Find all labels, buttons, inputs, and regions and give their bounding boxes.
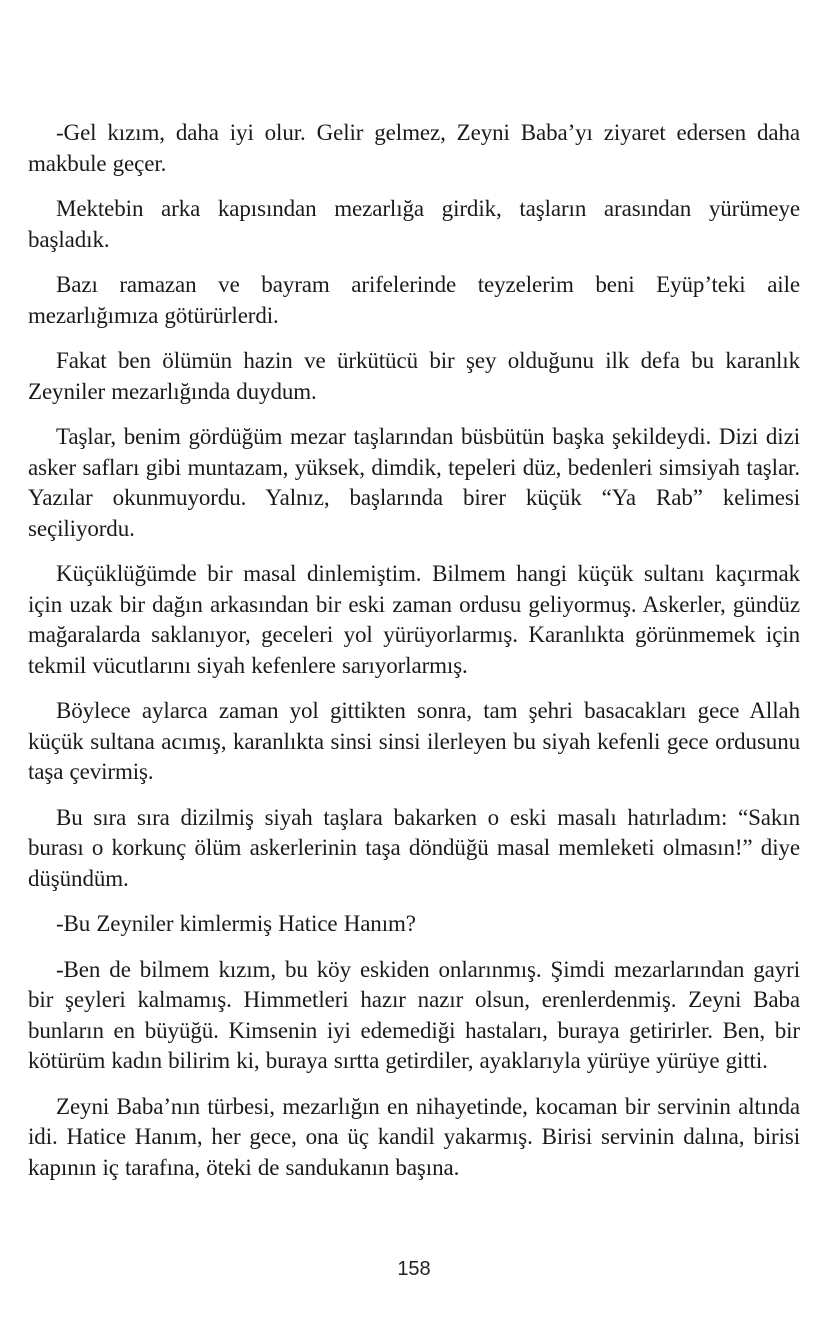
page-number: 158 xyxy=(397,1258,431,1280)
paragraph-6: Küçüklüğümde bir masal dinlemiştim. Bilmem hangi küçük sultanı kaçırmak için uzak bir dağın arkasından bir eski zaman ordusu geliyormuş. Askerler, gündüz mağaralarda saklanıyor, geceleri yol yürüyorlarmış. Karanlıkta görünmemek için tekmil vücutlarını siyah kefenlere sarıyorlarmış. xyxy=(28,561,800,678)
paragraph-4: Fakat ben ölümün hazin ve ürkütücü bir şey olduğunu ilk defa bu karanlık Zeyniler mezarlığında duydum. xyxy=(28,348,800,404)
paragraph-8: Bu sıra sıra dizilmiş siyah taşlara bakarken o eski masalı hatırladım: “Sakın burası o korkunç ölüm askerlerinin taşa döndüğü masal memleketi olmasın!” diye düşündüm. xyxy=(28,804,800,891)
book-page-text xyxy=(28,118,800,1198)
paragraph-5: Taşlar, benim gördüğüm mezar taşlarından büsbütün başka şekildeydi. Dizi dizi asker safları gibi muntazam, yüksek, dimdik, tepeleri düz, bedenleri simsiyah taşlar. Yazılar okunmuyordu. Yalnız, başlarında birer küçük “Ya Rab” kelimesi seçiliyordu. xyxy=(28,424,800,541)
paragraph-7: Böylece aylarca zaman yol gittikten sonra, tam şehri basacakları gece Allah küçük sultana acımış, karanlıkta sinsi sinsi ilerleyen bu siyah kefenli gece ordusunu taşa çevirmiş. xyxy=(28,698,800,784)
paragraph-3: Bazı ramazan ve bayram arifelerinde teyzelerim beni Eyüp’teki aile mezarlığımıza götürürlerdi. xyxy=(28,272,800,328)
paragraph-1: -Gel kızım, daha iyi olur. Gelir gelmez, Zeyni Baba’yı ziyaret edersen daha makbule geçer. xyxy=(28,120,800,176)
paragraph-10: -Ben de bilmem kızım, bu köy eskiden onlarınmış. Şimdi mezarlarından gayri bir şeyleri kalmamış. Himmetleri hazır nazır olsun, erenlerdenmiş. Zeyni Baba bunların en büyüğü. Kimsenin iyi edemediği hastaları, buraya getirirler. Ben, bir kötürüm kadın bilirim ki, buraya sırtta getirdiler, ayaklarıyla yürüye yürüye gitti. xyxy=(28,956,800,1073)
paragraph-2: Mektebin arka kapısından mezarlığa girdik, taşların arasından yürümeye başladık. xyxy=(28,196,800,252)
paragraph-11: Zeyni Baba’nın türbesi, mezarlığın en nihayetinde, kocaman bir servinin altında idi. Hatice Hanım, her gece, ona üç kandil yakarmış. Birisi servinin dalına, birisi kapının iç tarafına, öteki de sandukanın başına. xyxy=(28,1093,800,1180)
paragraph-9: -Bu Zeyniler kimlermiş Hatice Hanım? xyxy=(56,911,416,936)
